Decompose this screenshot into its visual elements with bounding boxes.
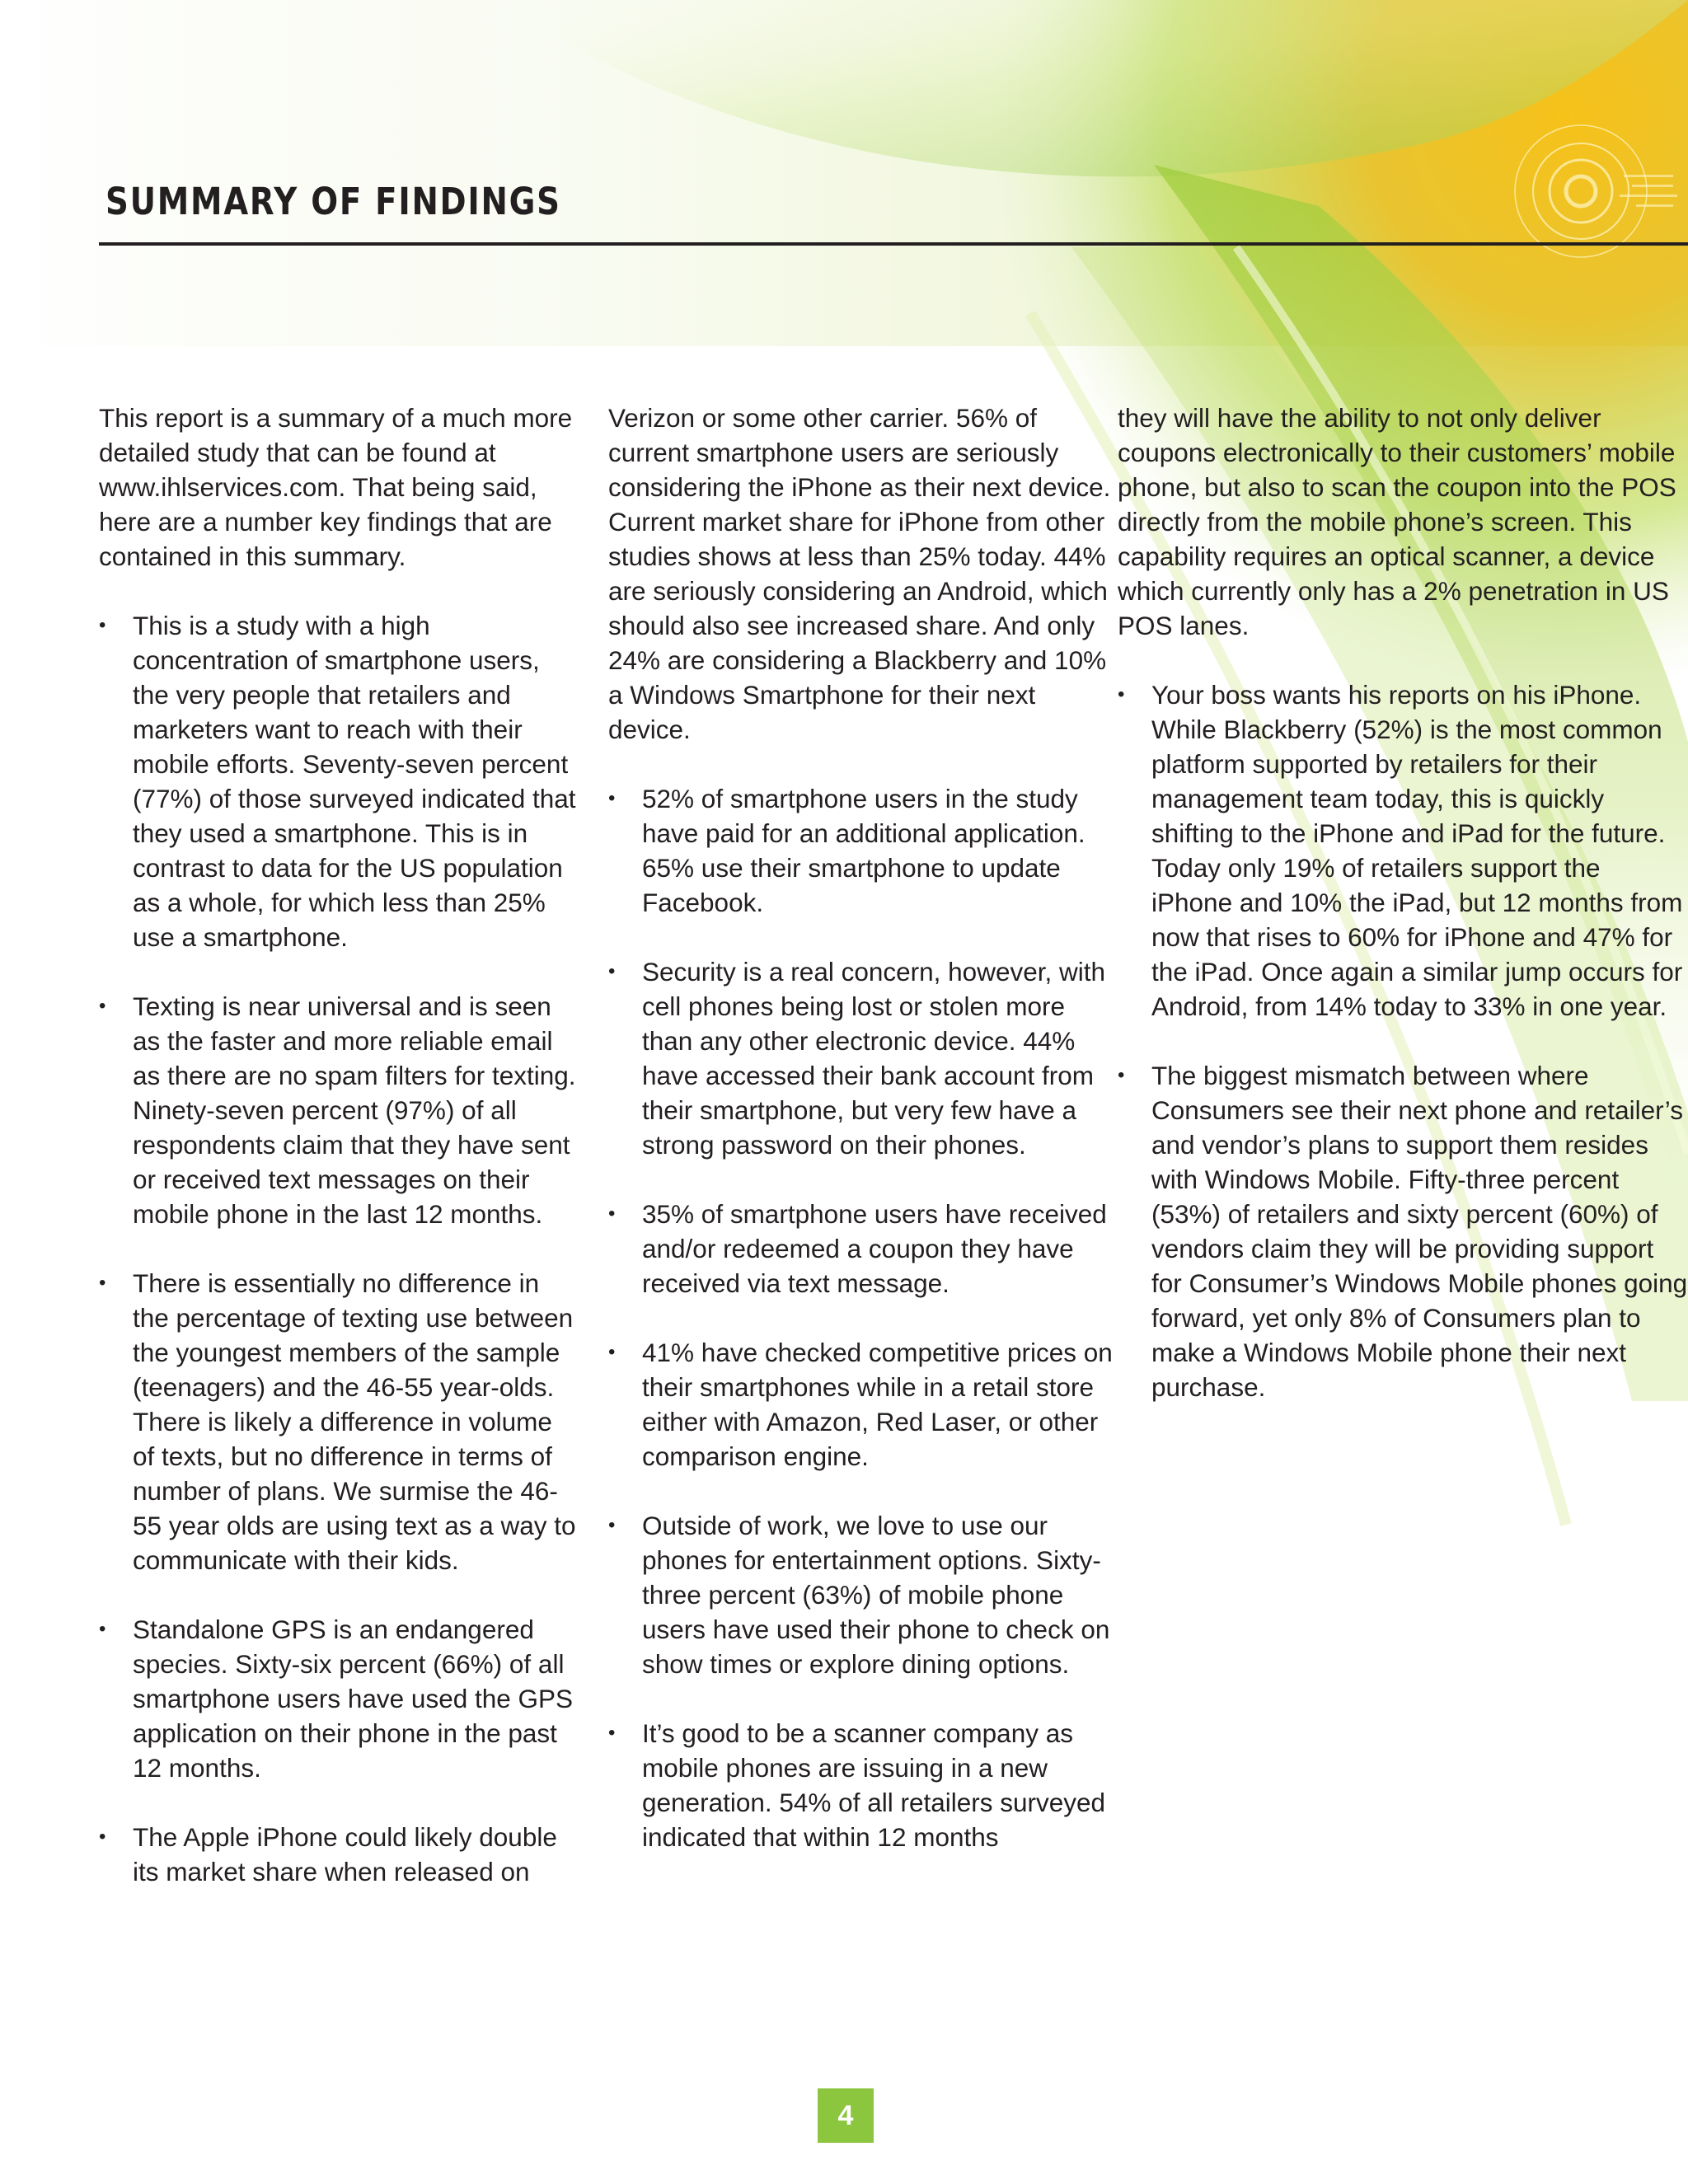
page-title: SUMMARY OF FINDINGS	[106, 180, 561, 223]
text-column-1	[99, 401, 579, 1889]
continued-paragraph: they will have the ability to not only deliver coupons electronically to their customers’ mobile phone, but also to scan the coupon into the POS directly from the mobile phone’s screen. This capability requires an optical scanner, a device which currently only has a 2% penetration in US POS lanes.	[1118, 403, 1676, 640]
page-number: 4	[818, 2088, 874, 2143]
list-item: • Standalone GPS is an endangered species. Sixty-six percent (66%) of all smartphone users have used the GPS application on their phone in the past 12 months.	[99, 1612, 579, 1785]
continued-paragraph: Verizon or some other carrier. 56% of current smartphone users are seriously considering the iPhone as their next device. Current market share for iPhone from other studies shows at less than 25% today. 44% are seriously considering an Android, which should also see increased share. And only 24% are considering a Blackberry and 10% a Windows Smartphone for their next device.	[608, 403, 1111, 744]
title-divider	[99, 242, 1688, 246]
list-item: • The biggest mismatch between where Consumers see their next phone and retailer’s and vendor’s plans to support them resides with Windows Mobile. Fifty-three percent (53%) of retailers and sixty percent (60%) of vendors claim they will be providing support for Consumer’s Windows Mobile phones going forward, yet only 8% of Consumers plan to make a Windows Mobile phone their next purchase.	[1118, 1058, 1688, 1404]
findings-list-3	[1118, 677, 1688, 1404]
list-item: • This is a study with a high concentration of smartphone users, the very people that retailers and marketers want to reach with their mobile efforts. Seventy-seven percent (77%) of those surveyed indicated that they used a smartphone. This is in contrast to data for the US population as a whole, for which less than 25% use a smartphone.	[99, 608, 579, 954]
intro-paragraph: This report is a summary of a much more detailed study that can be found at www.ihlservices.com. That being said, here are a number key findings that are contained in this summary.	[99, 403, 573, 571]
list-item: • 52% of smartphone users in the study have paid for an additional application. 65% use their smartphone to update Facebook.	[608, 781, 1113, 920]
list-item: • 35% of smartphone users have received and/or redeemed a coupon they have received via text message.	[608, 1197, 1113, 1301]
list-item: • Texting is near universal and is seen as the faster and more reliable email as there are no spam filters for texting. Ninety-seven percent (97%) of all respondents claim that they have sent or received text messages on their mobile phone in the last 12 months.	[99, 989, 579, 1231]
list-item: • The Apple iPhone could likely double its market share when released on	[99, 1820, 579, 1889]
list-item: • It’s good to be a scanner company as mobile phones are issuing in a new generation. 54% of all retailers surveyed indicated that within 12 months	[608, 1716, 1113, 1854]
list-item: • Outside of work, we love to use our phones for entertainment options. Sixty-three percent (63%) of mobile phone users have used their phone to check on show times or explore dining options.	[608, 1508, 1113, 1681]
text-column-2	[608, 401, 1113, 1854]
text-column-3	[1118, 401, 1688, 1404]
findings-list-2	[608, 781, 1113, 1854]
findings-list-1	[99, 608, 579, 1889]
list-item: • 41% have checked competitive prices on their smartphones while in a retail store either with Amazon, Red Laser, or other comparison engine.	[608, 1335, 1113, 1474]
list-item: • Your boss wants his reports on his iPhone. While Blackberry (52%) is the most common platform supported by retailers for their management team today, this is quickly shifting to the iPhone and iPad for the future. Today only 19% of retailers support the iPhone and 10% the iPad, but 12 months from now that rises to 60% for iPhone and 47% for the iPad. Once again a similar jump occurs for Android, from 14% today to 33% in one year.	[1118, 677, 1688, 1024]
list-item: • Security is a real concern, however, with cell phones being lost or stolen more than any other electronic device. 44% have accessed their bank account from their smartphone, but very few have a strong password on their phones.	[608, 954, 1113, 1162]
list-item: • There is essentially no difference in the percentage of texting use between the youngest members of the sample (teenagers) and the 46-55 year-olds. There is likely a difference in volume of texts, but no difference in terms of number of plans. We surmise the 46-55 year olds are using text as a way to communicate with their kids.	[99, 1266, 579, 1577]
